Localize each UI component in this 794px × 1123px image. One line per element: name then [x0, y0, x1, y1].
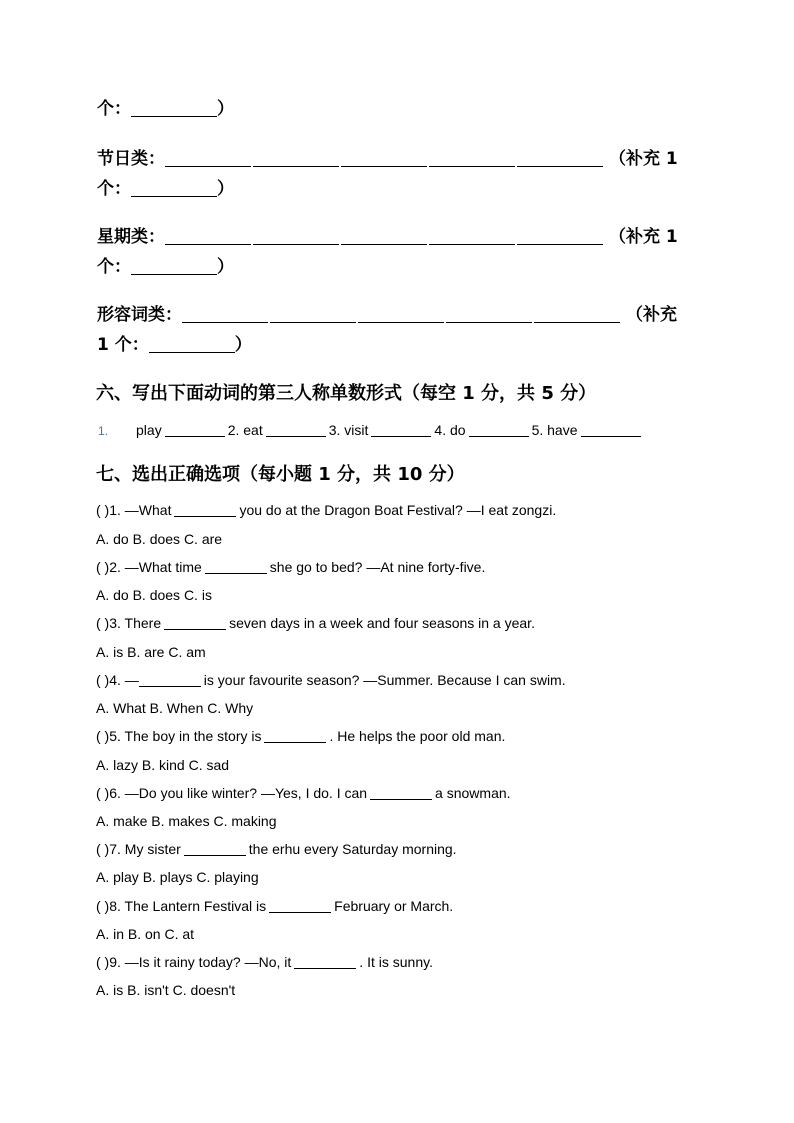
- question-9: ( )9. —Is it rainy today? —No, it . It is sunny.: [96, 954, 433, 970]
- question-4: ( )4. — is your favourite season? —Summer. Because I can swim.: [96, 672, 566, 688]
- blank-line[interactable]: [429, 149, 515, 167]
- answer-blank[interactable]: [205, 560, 267, 574]
- blank-line[interactable]: [429, 227, 515, 245]
- answer-blank[interactable]: [370, 786, 432, 800]
- answer-blank[interactable]: [371, 423, 431, 437]
- section-six-title: 六、写出下面动词的第三人称单数形式（每空 1 分，共 5 分）: [96, 383, 597, 404]
- week-category-row: 星期类： （补充 1: [97, 227, 678, 247]
- blank-line[interactable]: [341, 227, 427, 245]
- answer-blank[interactable]: [174, 503, 236, 517]
- blank-line[interactable]: [165, 149, 251, 167]
- blank-line[interactable]: [517, 149, 603, 167]
- answer-blank[interactable]: [581, 423, 641, 437]
- question-4-options: A. What B. When C. Why: [96, 700, 254, 716]
- question-8-options: A. in B. on C. at: [96, 926, 195, 942]
- adjective-category-row: 形容词类： （补充: [97, 305, 677, 325]
- blank-line[interactable]: [341, 149, 427, 167]
- blank-line[interactable]: [131, 257, 217, 275]
- question-9-options: A. is B. isn't C. doesn't: [96, 982, 236, 998]
- question-8: ( )8. The Lantern Festival is February or March.: [96, 898, 454, 914]
- answer-blank[interactable]: [469, 423, 529, 437]
- adjective-supplement: 1 个： ）: [97, 335, 252, 355]
- blank-line[interactable]: [182, 305, 268, 323]
- blank-line[interactable]: [358, 305, 444, 323]
- answer-blank[interactable]: [165, 423, 225, 437]
- blank-line[interactable]: [253, 227, 339, 245]
- answer-blank[interactable]: [164, 616, 226, 630]
- answer-blank[interactable]: [184, 842, 246, 856]
- blank-line[interactable]: [149, 335, 235, 353]
- answer-blank[interactable]: [264, 729, 326, 743]
- question-5-options: A. lazy B. kind C. sad: [96, 757, 230, 773]
- answer-blank[interactable]: [294, 955, 356, 969]
- festival-supplement: 个： ）: [97, 179, 234, 199]
- list-number: 1.: [98, 424, 109, 438]
- blank-line[interactable]: [131, 179, 217, 197]
- question-7: ( )7. My sister the erhu every Saturday morning.: [96, 841, 457, 857]
- blank-line[interactable]: [131, 99, 217, 117]
- question-3-options: A. is B. are C. am: [96, 644, 206, 660]
- question-1-options: A. do B. does C. are: [96, 531, 223, 547]
- answer-blank[interactable]: [269, 899, 331, 913]
- question-6: ( )6. —Do you like winter? —Yes, I do. I can a snowman.: [96, 785, 511, 801]
- section-seven-title: 七、选出正确选项（每小题 1 分，共 10 分）: [96, 464, 465, 485]
- question-2-options: A. do B. does C. is: [96, 587, 212, 603]
- question-6-options: A. make B. makes C. making: [96, 813, 277, 829]
- question-2: ( )2. —What time she go to bed? —At nine forty-five.: [96, 559, 486, 575]
- prev-category-supplement: 个： ）: [97, 99, 234, 119]
- answer-blank[interactable]: [266, 423, 326, 437]
- question-7-options: A. play B. plays C. playing: [96, 869, 259, 885]
- blank-line[interactable]: [446, 305, 532, 323]
- blank-line[interactable]: [165, 227, 251, 245]
- answer-blank[interactable]: [139, 673, 201, 687]
- question-3: ( )3. There seven days in a week and four seasons in a year.: [96, 615, 535, 631]
- question-5: ( )5. The boy in the story is . He helps the poor old man.: [96, 728, 506, 744]
- blank-line[interactable]: [534, 305, 620, 323]
- blank-line[interactable]: [270, 305, 356, 323]
- question-1: ( )1. —What you do at the Dragon Boat Festival? —I eat zongzi.: [96, 502, 557, 518]
- blank-line[interactable]: [517, 227, 603, 245]
- blank-line[interactable]: [253, 149, 339, 167]
- week-supplement: 个： ）: [97, 257, 234, 277]
- festival-category-row: 节日类： （补充 1: [97, 149, 678, 169]
- verb-list-row: 1. play 2. eat 3. visit 4. do 5. have: [98, 422, 644, 438]
